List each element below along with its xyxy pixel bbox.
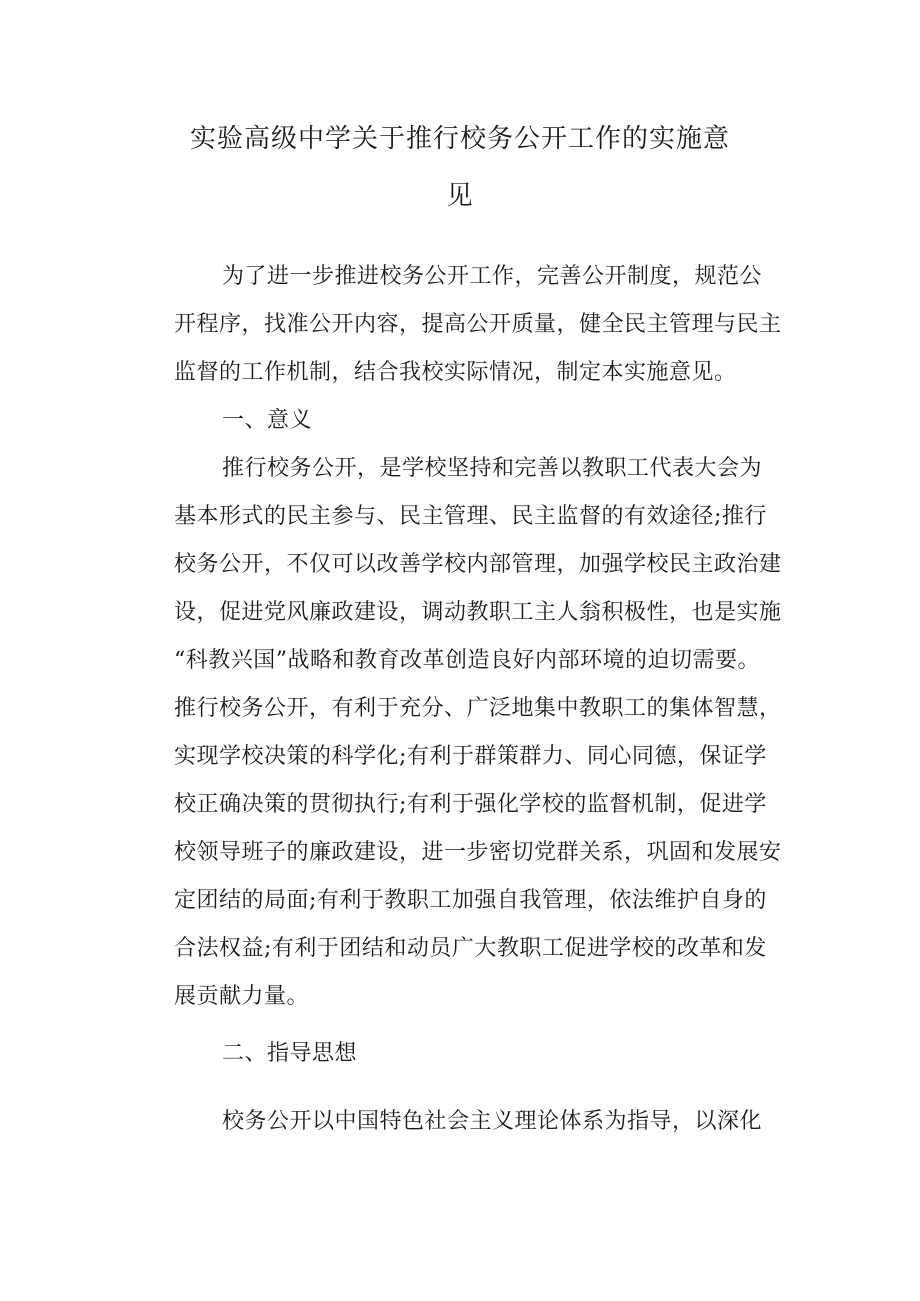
document-title-line-1: 实验高级中学关于推行校务公开工作的实施意 xyxy=(189,124,730,154)
paragraph-significance-line-11: 合法权益;有利于团结和动员广大教职工促进学校的改革和发 xyxy=(174,936,767,961)
section-heading-guiding-ideology: 二、指导思想 xyxy=(222,1041,358,1066)
section-heading-significance: 一、意义 xyxy=(222,408,313,433)
paragraph-significance-line-3: 校务公开，不仅可以改善学校内部管理，加强学校民主政治建 xyxy=(174,552,782,577)
paragraph-significance-line-9: 校领导班子的廉政建设，进一步密切党群关系，巩固和发展安 xyxy=(174,840,782,865)
paragraph-intro-line-3: 监督的工作机制，结合我校实际情况，制定本实施意见。 xyxy=(174,360,737,385)
paragraph-significance-line-10: 定团结的局面;有利于教职工加强自我管理，依法维护自身的 xyxy=(174,888,767,913)
paragraph-significance-line-8: 校正确决策的贯彻执行;有利于强化学校的监督机制，促进学 xyxy=(174,792,767,817)
paragraph-intro-line-2: 开程序，找准公开内容，提高公开质量，健全民主管理与民主 xyxy=(174,312,782,337)
paragraph-significance-line-7: 实现学校决策的科学化;有利于群策群力、同心同德，保证学 xyxy=(174,744,767,769)
paragraph-significance-line-6: 推行校务公开，有利于充分、广泛地集中教职工的集体智慧， xyxy=(174,696,782,721)
paragraph-significance-line-12: 展贡献力量。 xyxy=(174,984,310,1009)
paragraph-intro-line-1: 为了进一步推进校务公开工作，完善公开制度，规范公 xyxy=(222,264,763,289)
paragraph-significance-line-5: “科教兴国”战略和教育改革创造良好内部环境的迫切需要。 xyxy=(174,648,760,673)
paragraph-significance-line-2: 基本形式的民主参与、民主管理、民主监督的有效途径;推行 xyxy=(174,504,767,529)
paragraph-significance-line-4: 设，促进党风廉政建设，调动教职工主人翁积极性，也是实施 xyxy=(174,600,782,625)
paragraph-guiding-ideology-line-1: 校务公开以中国特色社会主义理论体系为指导，以深化 xyxy=(222,1109,763,1134)
document-title-line-2: 见 xyxy=(446,181,474,211)
paragraph-significance-line-1: 推行校务公开，是学校坚持和完善以教职工代表大会为 xyxy=(222,456,763,481)
